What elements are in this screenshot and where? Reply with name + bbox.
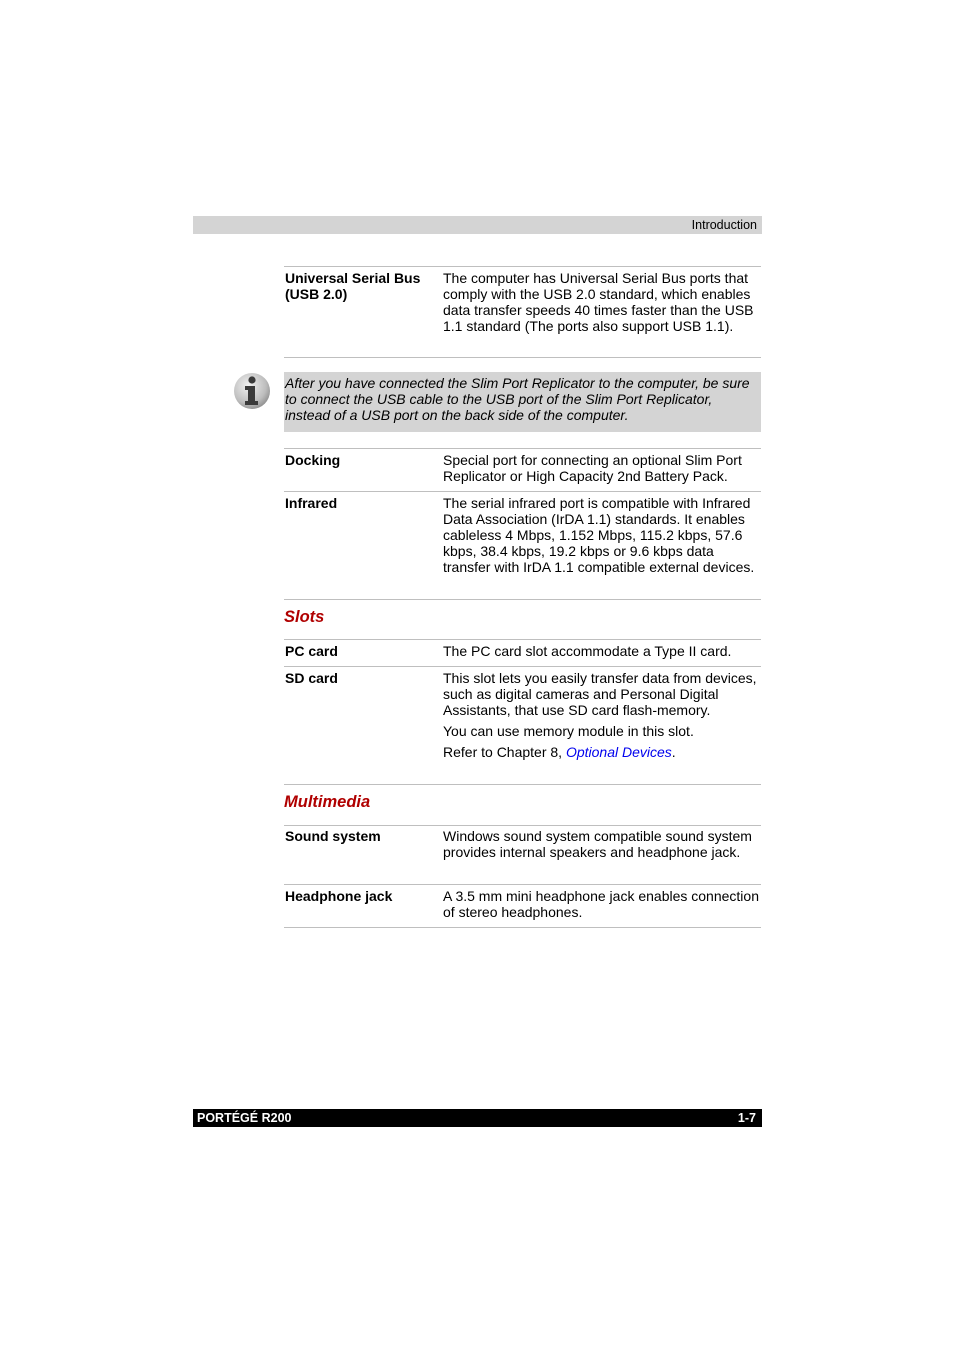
desc-pc-card: The PC card slot accommodate a Type II card. [443, 643, 732, 659]
desc-sound: Windows sound system compatible sound system provides internal speakers and headphone jack. [443, 828, 752, 860]
desc-usb: The computer has Universal Serial Bus ports that comply with the USB 2.0 standard, which enables data transfer speeds 40 times faster than the USB 1.1 standard (The ports also support USB 1.1). [443, 270, 754, 334]
desc-sd-card: This slot lets you easily transfer data from devices, such as digital cameras and Personal Digital Assistants, that use SD card flash-memory. You can use memory module in this slot. Refer to Chapter 8, Optional Devices. [443, 670, 757, 760]
section-heading-slots: Slots [284, 608, 325, 626]
divider [284, 599, 761, 600]
divider [284, 927, 761, 928]
divider [284, 448, 761, 449]
term-pc-card: PC card [285, 643, 338, 659]
page-footer [193, 1109, 762, 1127]
term-headphone: Headphone jack [285, 888, 393, 904]
note-text: After you have connected the Slim Port Replicator to the computer, be sure to connect the USB cable to the USB port of the Slim Port Replicator, instead of a USB port on the back side of the computer. [285, 375, 750, 423]
desc-infrared: The serial infrared port is compatible with Infrared Data Association (IrDA 1.1) standards. It enables cableless 4 Mbps, 1.152 Mbps, 115.2 kbps, 57.6 kbps, 38.4 kbps, 19.2 kbps or 9.6 kbps data transfer with IrDA 1.1 compatible external devices. [443, 495, 755, 575]
section-heading-multimedia: Multimedia [284, 793, 371, 811]
divider [284, 357, 761, 358]
term-usb: Universal Serial Bus (USB 2.0) [285, 270, 421, 302]
divider [284, 639, 761, 640]
divider [284, 491, 761, 492]
divider [284, 266, 761, 267]
page-number: 1-7 [737, 1111, 756, 1125]
optional-devices-link[interactable]: Optional Devices [565, 744, 672, 760]
divider [284, 825, 761, 826]
divider [284, 884, 761, 885]
page-header [193, 216, 762, 234]
divider [284, 666, 761, 667]
desc-headphone: A 3.5 mm mini headphone jack enables connection of stereo headphones. [443, 888, 759, 920]
term-docking: Docking [285, 452, 341, 468]
info-icon [233, 372, 271, 410]
desc-docking: Special port for connecting an optional Slim Port Replicator or High Capacity 2nd Battery Pack. [443, 452, 742, 484]
term-sound: Sound system [285, 828, 381, 844]
term-sd-card: SD card [285, 670, 338, 686]
product-name: PORTÉGÉ R200 [197, 1111, 292, 1125]
chapter-title: Introduction [691, 218, 757, 232]
note-box [284, 372, 761, 432]
divider [284, 784, 761, 785]
term-infrared: Infrared [285, 495, 338, 511]
